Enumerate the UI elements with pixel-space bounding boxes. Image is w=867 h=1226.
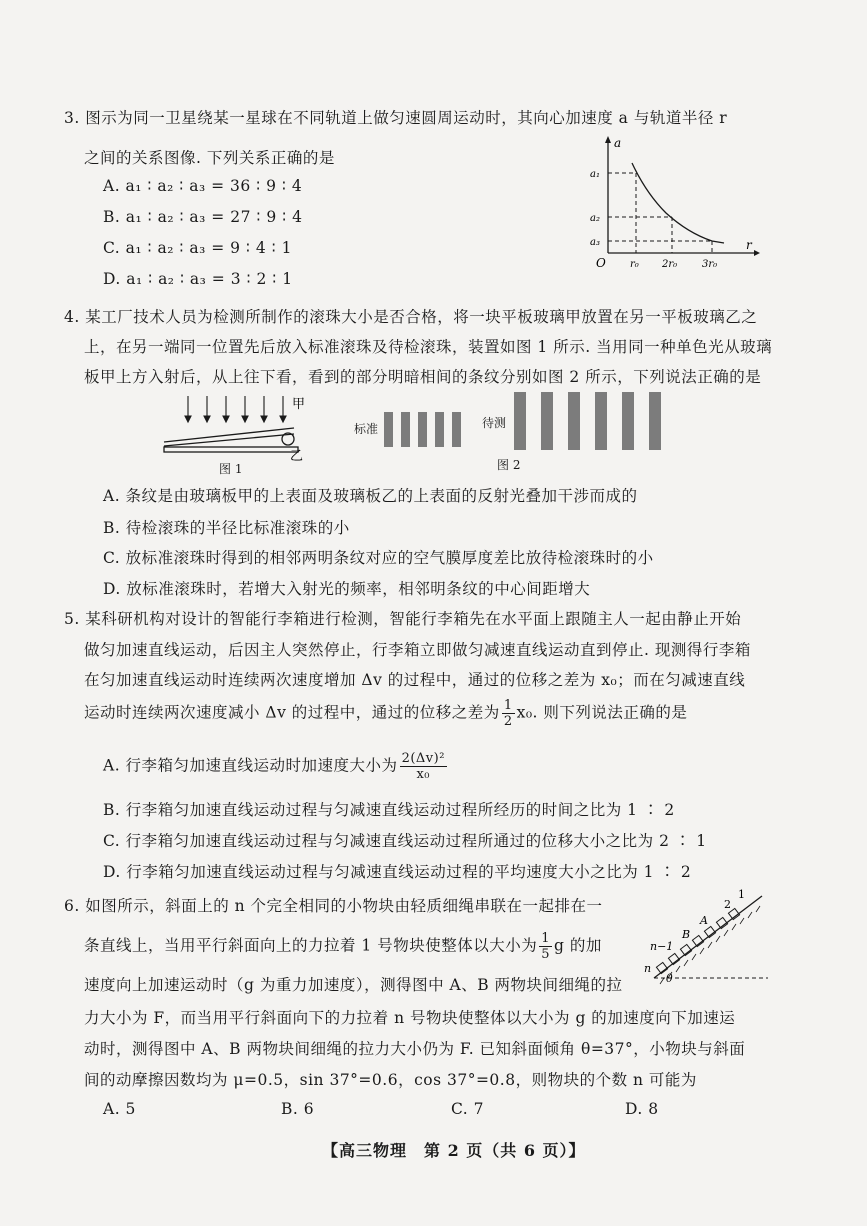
q6-line4: 力大小为 F，而当用平行斜面向下的力拉着 n 号物块使整体以大小为 g 的加速度向下加速运 — [84, 1009, 736, 1027]
q5-line4-text-a: 运动时连续两次速度减小 Δv 的过程中，通过的位移之差为 — [84, 703, 500, 722]
q6-line3: 速度向上加速运动时（g 为重力加速度），测得图中 A、B 两物块间细绳的拉 — [84, 976, 623, 994]
q3-line1: 3. 图示为同一卫星绕某一星球在不同轨道上做匀速圆周运动时，其向心加速度 a 与轨道半径 r — [64, 109, 728, 127]
graph-ytick-a2: a₂ — [590, 213, 600, 224]
q5-frac-num: 1 — [503, 698, 513, 713]
q6-frac-den: 5 — [541, 947, 550, 962]
q4-fig1 — [160, 392, 310, 464]
q3-option-a: A. a₁ ∶ a₂ ∶ a₃ = 36 ∶ 9 ∶ 4 — [103, 177, 303, 195]
graph-y-axis-label: a — [614, 136, 622, 150]
q5-line4 — [84, 699, 687, 728]
q6-fraction — [539, 932, 552, 961]
q5-fraction-half — [502, 699, 515, 728]
q3-graph — [588, 133, 760, 273]
fig1-caption: 图 1 — [219, 462, 243, 476]
q5-line2: 做匀加速直线运动，后因主人突然停止，行李箱立即做匀减速直线运动直到停止. 现测得行李箱 — [84, 641, 751, 659]
q6-line5: 动时，测得图中 A、B 两物块间细绳的拉力大小仍为 F. 已知斜面倾角 θ=37°，小物块与斜面 — [84, 1040, 746, 1058]
q6-line1: 6. 如图所示，斜面上的 n 个完全相同的小物块由轻质细绳串联在一起排在一 — [64, 897, 603, 915]
q4-line3: 板甲上方入射后，从上往下看，看到的部分明暗相间的条纹分别如图 2 所示，下列说法正确的是 — [84, 368, 762, 386]
q4-option-a: A. 条纹是由玻璃板甲的上表面及玻璃板乙的上表面的反射光叠加干涉而成的 — [103, 487, 638, 505]
q6-incline-figure — [640, 882, 770, 988]
q3-option-c: C. a₁ ∶ a₂ ∶ a₃ = 9 ∶ 4 ∶ 1 — [103, 239, 293, 257]
fig1-label-bottom: 乙 — [290, 449, 304, 464]
graph-ytick-a1: a₁ — [590, 169, 600, 180]
q3-option-d: D. a₁ ∶ a₂ ∶ a₃ = 3 ∶ 2 ∶ 1 — [103, 270, 293, 288]
q5-frac-den: 2 — [503, 714, 513, 729]
q5-option-a — [103, 752, 449, 781]
graph-xtick-2r0: 2r₀ — [662, 259, 678, 270]
q5-option-a-fraction — [400, 752, 447, 781]
page-footer: 【高三物理 第 2 页（共 6 页）】 — [322, 1141, 586, 1160]
q5-option-b: B. 行李箱匀加速直线运动过程与匀减速直线运动过程所经历的时间之比为 1 ∶ 2 — [103, 801, 675, 819]
q4-line2: 上，在另一端同一位置先后放入标准滚珠及待检滚珠，装置如图 1 所示. 当用同一种单色光从玻璃 — [84, 338, 773, 356]
fig2-test-label: 待测 — [482, 416, 507, 430]
q6-frac-num: 1 — [541, 931, 550, 946]
q5-line1: 5. 某科研机构对设计的智能行李箱进行检测，智能行李箱先在水平面上跟随主人一起由静止开始 — [64, 610, 742, 628]
q6-option-c: C. 7 — [451, 1100, 485, 1118]
fig2-caption: 图 2 — [497, 458, 521, 472]
fig-label-2: 2 — [724, 898, 731, 911]
graph-x-axis-label: r — [746, 238, 752, 252]
fig-label-1: 1 — [738, 888, 745, 901]
q3-option-b: B. a₁ ∶ a₂ ∶ a₃ = 27 ∶ 9 ∶ 4 — [103, 208, 303, 226]
q4-line1: 4. 某工厂技术人员为检测所制作的滚珠大小是否合格，将一块平板玻璃甲放置在另一平板玻璃乙之 — [64, 308, 758, 326]
q6-option-a: A. 5 — [103, 1100, 136, 1118]
graph-xtick-3r0: 3r₀ — [702, 259, 718, 270]
q6-line2-text-b: g 的加 — [554, 936, 602, 955]
q5-option-c: C. 行李箱匀加速直线运动过程与匀减速直线运动过程所通过的位移大小之比为 2 ∶ 1 — [103, 832, 707, 850]
graph-origin: O — [596, 256, 606, 270]
graph-xtick-r0: r₀ — [630, 259, 639, 270]
q5-option-a-num: 2(Δv)² — [401, 751, 445, 766]
q5-option-a-den: x₀ — [416, 767, 431, 782]
fig-label-n-minus-1: n−1 — [650, 940, 674, 953]
graph-ytick-a3: a₃ — [590, 237, 600, 248]
q4-option-c: C. 放标准滚珠时得到的相邻两明条纹对应的空气膜厚度差比放待检滚珠时的小 — [103, 549, 654, 567]
q6-line6: 间的动摩擦因数均为 μ=0.5，sin 37°=0.6，cos 37°=0.8，则物块的个数 n 可能为 — [84, 1071, 697, 1089]
q5-option-d: D. 行李箱匀加速直线运动过程与匀减速直线运动过程的平均速度大小之比为 1 ∶ 2 — [103, 863, 692, 881]
q6-option-d: D. 8 — [625, 1100, 659, 1118]
fig-label-A: A — [700, 914, 708, 927]
q6-line2 — [84, 932, 602, 961]
q4-option-d: D. 放标准滚珠时，若增大入射光的频率，相邻明条纹的中心间距增大 — [103, 580, 591, 598]
q5-line3: 在匀加速直线运动时连续两次速度增加 Δv 的过程中，通过的位移之差为 x₀；而在匀减速直线 — [84, 671, 746, 689]
fig1-label-top: 甲 — [292, 397, 306, 412]
fig-label-n: n — [644, 962, 652, 975]
q5-line4-text-b: x₀. 则下列说法正确的是 — [516, 703, 688, 722]
q6-line2-text-a: 条直线上，当用平行斜面向上的力拉着 1 号物块使整体以大小为 — [84, 936, 538, 955]
q6-option-b: B. 6 — [281, 1100, 315, 1118]
fig-label-B: B — [682, 928, 691, 941]
fig-label-theta: θ — [666, 972, 673, 985]
q4-option-b: B. 待检滚珠的半径比标准滚珠的小 — [103, 519, 350, 537]
q3-line2: 之间的关系图像. 下列关系正确的是 — [84, 149, 335, 167]
fig2-standard-label: 标准 — [354, 422, 379, 436]
q5-option-a-text: A. 行李箱匀加速直线运动时加速度大小为 — [103, 756, 398, 775]
